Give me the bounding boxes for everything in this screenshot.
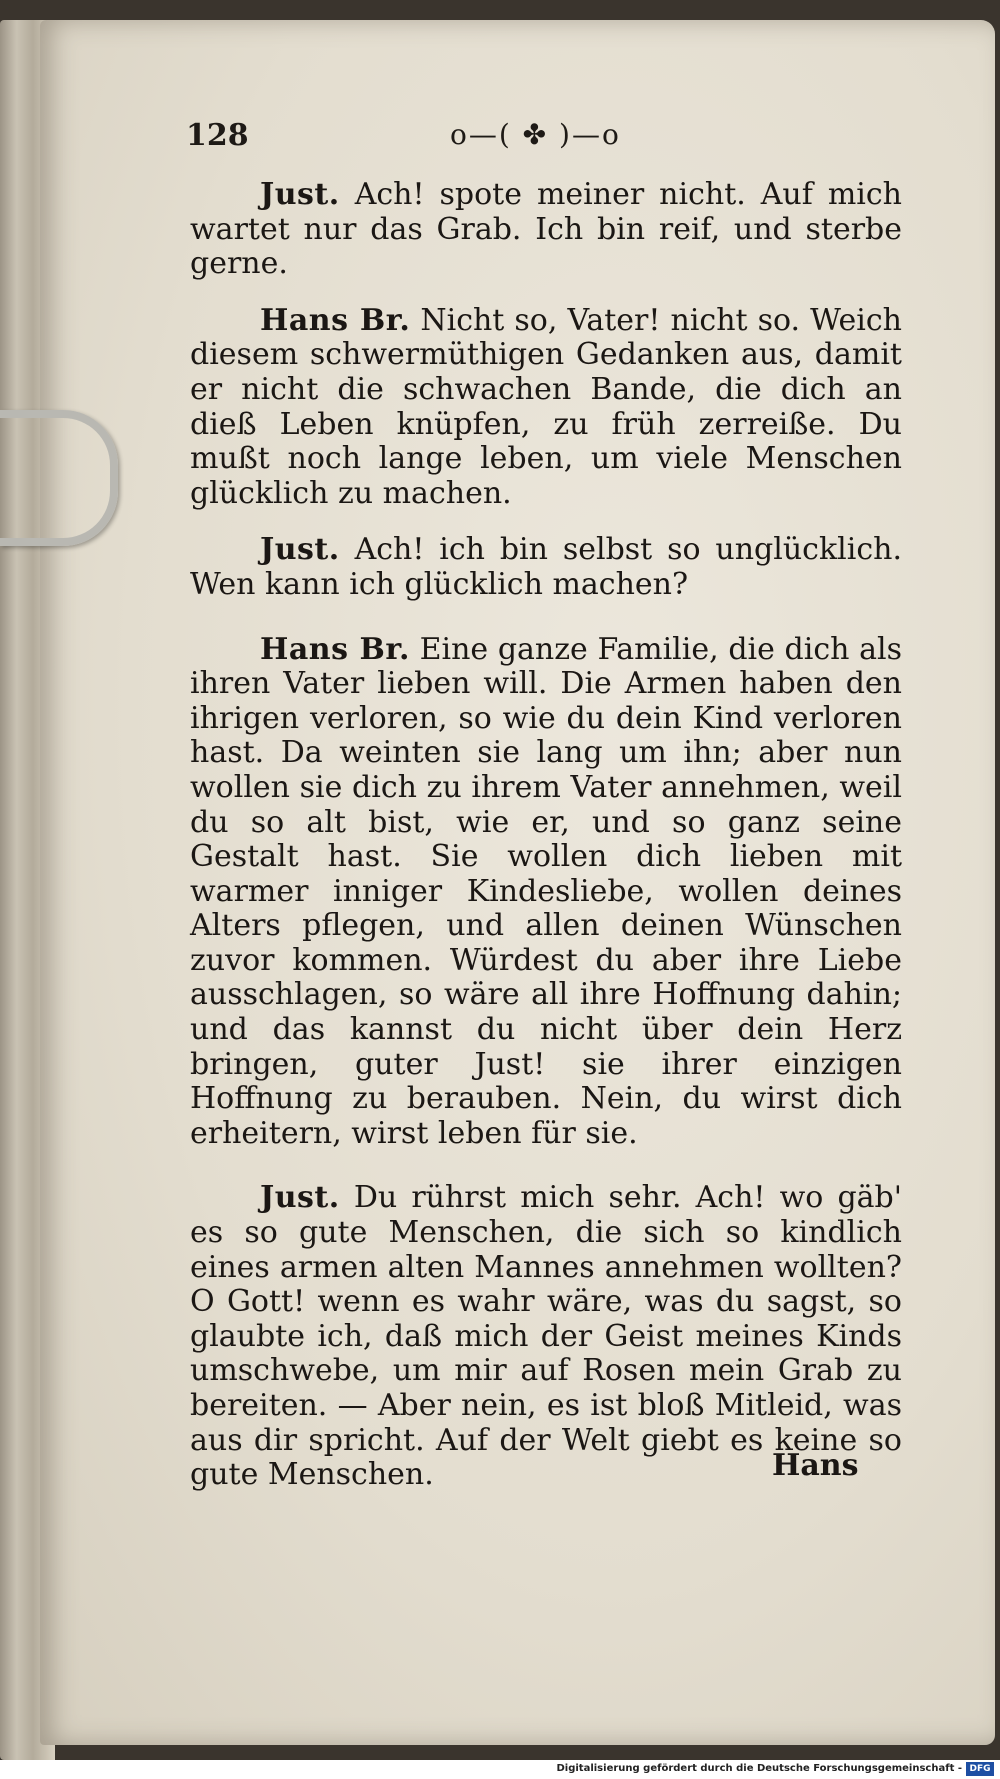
page-body bbox=[190, 178, 902, 1515]
dialogue-paragraph bbox=[190, 633, 902, 1152]
header-ornament: o—( ✤ )—o bbox=[450, 118, 621, 151]
dialogue-paragraph bbox=[190, 1181, 902, 1492]
speaker-name: Just. bbox=[260, 1180, 340, 1216]
dialogue-text: Eine ganze Familie, die dich als ihren Vater lieben will. Die Armen haben den ihrigen verloren, so wie du dein Kind verloren hast. Da weinten sie lang um ihn; aber nun wollen sie dich zu ihrem Vater annehmen, weil du so alt bist, wie er, und so ganz seine Gestalt hast. Sie wollen dich lieben mit warmer inniger Kindesliebe, wollen deines Alters pflegen, und allen deinen Wünschen zuvor kommen. Würdest du aber ihre Liebe ausschlagen, so wäre all ihre Hoffnung dahin; und das kannst du nicht über dein Herz bringen, guter Just! sie ihrer einzigen Hoffnung zu berauben. Nein, du wirst dich erheitern, wirst leben für sie. bbox=[190, 631, 902, 1151]
speaker-name: Just. bbox=[260, 532, 340, 568]
dialogue-text: Du rührst mich sehr. Ach! wo gäb' es so gute Menschen, die sich so kindlich eines armen alten Mannes annehmen wollten? O Gott! wenn es wahr wäre, was du sagst, so glaubte ich, daß mich der Geist meines Kinds umschwebe, um mir auf Rosen mein Grab zu bereiten. — Aber nein, es ist bloß Mitleid, was aus dir spricht. Auf der Welt giebt es keine so gute Menschen. bbox=[190, 1180, 902, 1493]
dialogue-paragraph bbox=[190, 178, 902, 282]
dialogue-text: Nicht so, Vater! nicht so. Weich diesem schwermüthigen Gedanken aus, damit er nicht die schwachen Bande, die dich an dieß Leben knüpfen, zu früh zerreiße. Du mußt noch lange leben, um viele Menschen glücklich zu machen. bbox=[190, 302, 902, 511]
footer-credit: Digitalisierung gefördert durch die Deutsche Forschungsgemeinschaft - bbox=[556, 1763, 962, 1774]
dfg-logo-badge: DFG bbox=[966, 1762, 994, 1776]
page-clip bbox=[0, 410, 118, 546]
speaker-name: Hans Br. bbox=[260, 302, 411, 338]
dialogue-text: Ach! ich bin selbst so unglücklich. Wen kann ich glücklich machen? bbox=[190, 532, 902, 602]
page-number: 128 bbox=[186, 118, 249, 153]
speaker-name: Hans Br. bbox=[260, 631, 410, 667]
catchword: Hans bbox=[772, 1448, 859, 1483]
dialogue-text: Ach! spote meiner nicht. Auf mich wartet nur das Grab. Ich bin reif, und sterbe gerne. bbox=[190, 177, 902, 282]
dialogue-paragraph bbox=[190, 533, 902, 602]
page-header bbox=[180, 118, 900, 158]
speaker-name: Just. bbox=[260, 177, 340, 212]
dialogue-paragraph bbox=[190, 304, 902, 512]
